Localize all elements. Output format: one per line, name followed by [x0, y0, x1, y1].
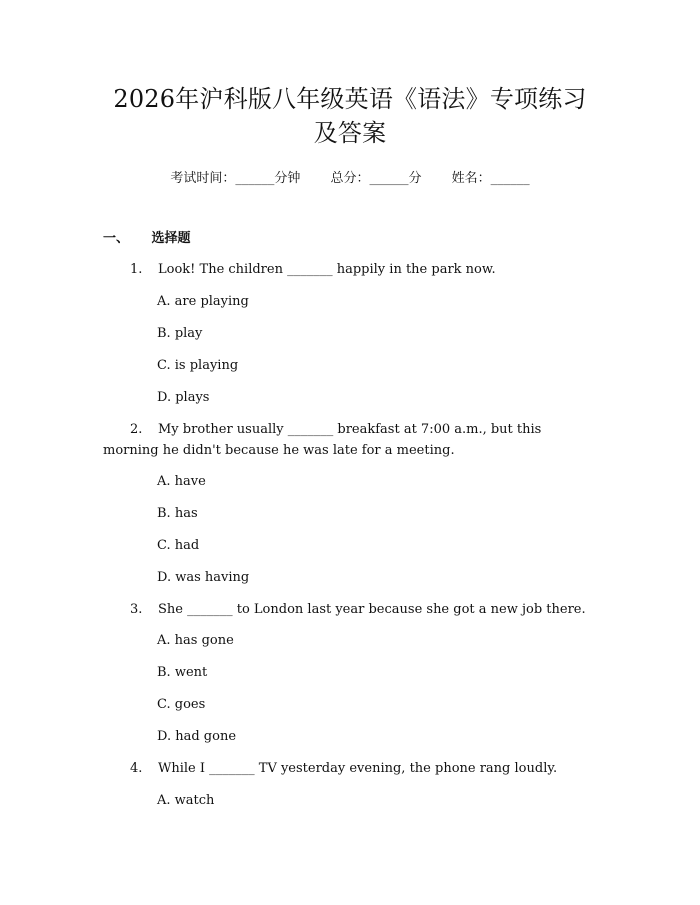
question-2-option-d: D. was having [157, 570, 250, 585]
question-number: 2. [130, 422, 143, 437]
title-line-2: 及答案 [313, 119, 387, 147]
total-score: 总分：______分 [330, 171, 422, 186]
question-2-option-c: C. had [157, 538, 200, 553]
question-1-option-d: D. plays [157, 390, 210, 405]
question-number: 4. [130, 761, 143, 776]
section-title: 选择题 [151, 231, 191, 246]
question-1-option-a: A. are playing [157, 294, 249, 309]
question-4-option-a: A. watch [157, 793, 215, 808]
question-2 [130, 419, 541, 440]
question-text: Look! The children _______ happily in the park now. [158, 262, 496, 277]
question-3-option-a: A. has gone [157, 633, 234, 648]
exam-time: 考试时间：______分钟 [170, 171, 301, 186]
document-title [60, 82, 640, 150]
question-1 [130, 259, 496, 280]
question-2-continuation [103, 440, 455, 461]
section-number: 一、 [103, 231, 130, 246]
question-2-option-b: B. has [157, 506, 198, 521]
question-text: While I _______ TV yesterday evening, the phone rang loudly. [158, 761, 558, 776]
section-heading [103, 231, 191, 247]
question-3-option-b: B. went [157, 665, 208, 680]
question-text: She _______ to London last year because she got a new job there. [158, 602, 586, 617]
question-number: 3. [130, 602, 143, 617]
question-2-option-a: A. have [157, 474, 206, 489]
title-line-1: 2026年沪科版八年级英语《语法》专项练习 [113, 85, 587, 113]
question-3 [130, 599, 586, 620]
exam-meta [0, 170, 700, 188]
question-text-line-2: morning he didn't because he was late for a meeting. [103, 443, 455, 458]
question-text-line-1: My brother usually _______ breakfast at 7:00 a.m., but this [158, 422, 542, 437]
question-number: 1. [130, 262, 143, 277]
question-1-option-c: C. is playing [157, 358, 239, 373]
question-4 [130, 758, 557, 779]
question-3-option-c: C. goes [157, 697, 206, 712]
question-3-option-d: D. had gone [157, 729, 237, 744]
student-name: 姓名：______ [451, 171, 530, 186]
question-1-option-b: B. play [157, 326, 203, 341]
